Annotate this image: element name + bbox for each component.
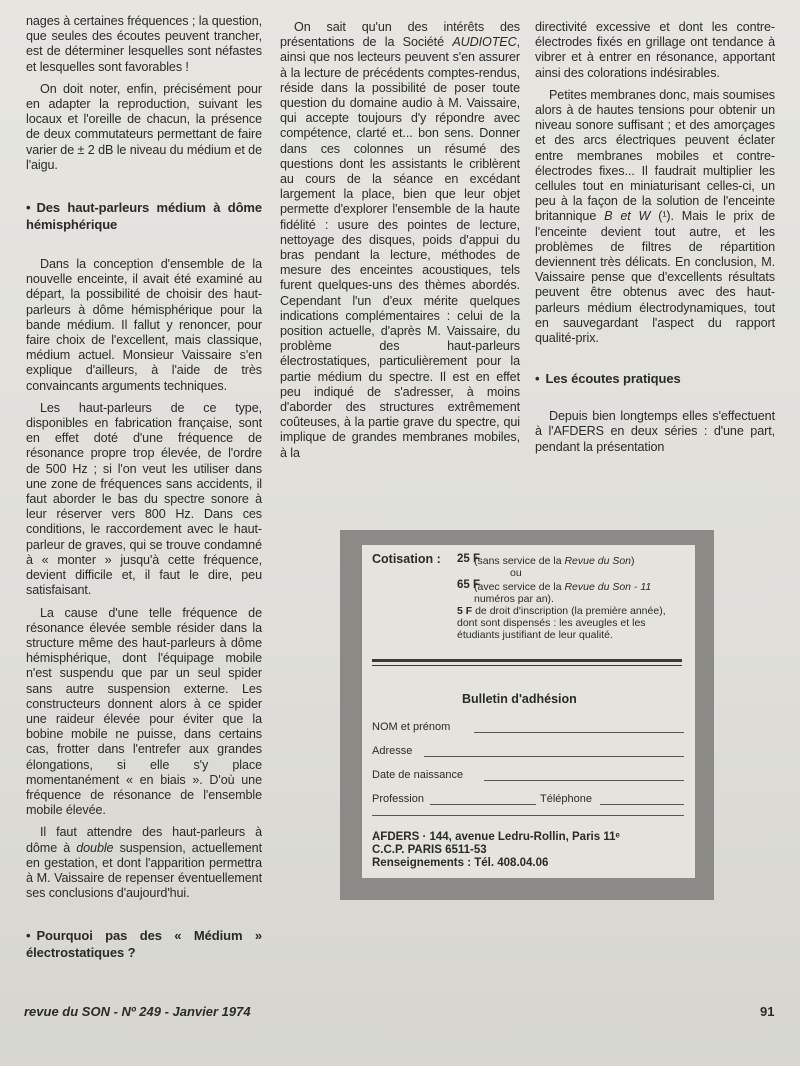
field-label-adresse: Adresse <box>372 745 413 757</box>
paragraph: Petites membranes donc, mais soumises alors à de hautes tensions pour obtenir un niveau sonore suffisant ; et des amorçages et des arcs électriques peuvent éclater entre membranes mobiles et contre-électrodes fixes... Il faudrait multiplier les cellules tout en miniaturisant celles-ci, un peu à la façon de la solution de l'enceinte britannique B et W (¹). Mais le prix de l'enceinte devient tout autre, et les problèmes de filtres de répartition deviennent très délicats. En conclusion, M. Vaissaire pense que d'excellents résultats peuvent être obtenus avec des haut-parleurs médium électrodynamiques, tout en sauvegardant l'aspect du rapport qualité-prix. <box>535 87 776 346</box>
divider <box>372 665 682 666</box>
section-heading: • Pourquoi pas des « Médium » électrostatiques ? <box>26 928 262 961</box>
paragraph: Dans la conception d'ensemble de la nouvelle enceinte, il avait été examiné au départ, la possibilité de choisir des haut-parleurs à dôme hémisphérique pour la bande médium. Il fallut y renoncer, pour faire choix de l'excellent, mais classique, médium actuel. Monsieur Vaissaire s'en explique d'ailleurs, à l'aide de très convaincants arguments techniques. <box>26 257 262 393</box>
column-2 <box>280 20 520 461</box>
amount-3-note: 5 F de droit d'inscription (la première année), dont sont dispensés : les aveugles et les étudiants justifiant de leur qualité. <box>457 605 666 641</box>
paragraph: Les haut-parleurs de ce type, disponibles en fabrication française, sont en effet doté d'une fréquence de résonance propre trop élevée, de l'ordre de 500 Hz ; si l'on veut les utiliser dans une zone de fréquences sans accidents, il faut aborder le bas du spectre sonore à leur réserver vers 800 Hz. Dans ces conditions, le raccordement avec le haut-parleur de graves, qui se trouve condamné à « monter » jusqu'à cette fréquence, devient difficile et, il faut le dire, peu satisfaisant. <box>26 400 262 598</box>
amount-2-note: (avec service de la Revue du Son - 11 numéros par an). <box>474 581 652 605</box>
paragraph: nages à certaines fréquences ; la question, que seules des écoutes peuvent trancher, est de déterminer lesquelles sont néfastes et lesquelles sont favorables ! <box>26 14 262 74</box>
paragraph: La cause d'une telle fréquence de résonance élevée semble résider dans la structure même des haut-parleurs à dôme hémisphérique, dont l'équipage mobile n'est suspendu que par un seul spider sans autre suspension externe. Les constructeurs donnent alors à ce spider une raideur élevée pour éviter que la bobine mobile ne puisse, dans certains cas, frotter dans l'entrefer aux grandes élongations, si elle s'y place momentanément « en biais ». D'où une fréquence de résonance de l'ensemble mobile élevée. <box>26 605 262 818</box>
paragraph: Depuis bien longtemps elles s'effectuent à l'AFDERS en deux séries : d'une part, pendant la présentation <box>535 409 775 454</box>
paragraph: Il faut attendre des haut-parleurs à dôme à double suspension, actuellement en gestation, et dont l'apparition permettra à M. Vaissaire de repenser éventuellement ses conclusions d'aujourd'hui. <box>26 825 262 901</box>
bullet-icon: • <box>535 371 540 387</box>
amount-1: 25 F <box>457 553 481 565</box>
bullet-icon: • <box>26 928 31 944</box>
column-3 <box>535 20 775 455</box>
cotisation-label: Cotisation : <box>372 552 441 566</box>
nom-field[interactable] <box>474 731 684 733</box>
column-1 <box>26 14 262 985</box>
paragraph: On doit noter, enfin, précisément pour en adapter la reproduction, suivant les locaux et l'oreille de chacun, la présence de deux commutateurs permettant de faire varier de ± 2 dB le niveau du médium et de l'aigu. <box>26 81 262 172</box>
divider <box>372 815 684 816</box>
field-label-nom: NOM et prénom <box>372 721 451 733</box>
section-heading: • Les écoutes pratiques <box>535 371 681 387</box>
paragraph: directivité excessive et dont les contre-électrodes fixés en grillage ont tendance à vibrer et à entrer en résonance, apportant ainsi des colorations indésirables. <box>535 20 775 80</box>
divider <box>372 659 682 662</box>
adresse-field[interactable] <box>424 755 684 757</box>
bullet-icon: • <box>26 200 31 216</box>
amount-1-note: (sans service de la Revue du Son) <box>474 555 635 567</box>
profession-field[interactable] <box>430 803 536 805</box>
field-label-naissance: Date de naissance <box>372 769 464 781</box>
membership-form <box>362 545 695 878</box>
field-label-profession: Profession <box>372 793 424 805</box>
or-label: ou <box>510 567 522 579</box>
amount-2: 65 F <box>457 579 481 591</box>
field-label-telephone: Téléphone <box>540 793 592 805</box>
naissance-field[interactable] <box>484 779 684 781</box>
telephone-field[interactable] <box>600 803 684 805</box>
bulletin-title: Bulletin d'adhésion <box>462 692 577 706</box>
footer-journal-info: revue du SON - Nº 249 - Janvier 1974 <box>24 1004 251 1019</box>
afders-address: AFDERS · 144, avenue Ledru-Rollin, Paris 11ᵉ C.C.P. PARIS 6511-53 Renseignements : Tél. 408.04.06 <box>372 831 620 869</box>
page-number: 91 <box>760 1004 775 1019</box>
section-heading: • Des haut-parleurs médium à dôme hémisphérique <box>26 200 262 233</box>
paragraph: On sait qu'un des intérêts des présentations de la Société AUDIOTEC, ainsi que nos lecteurs peuvent s'en assurer à la lecture de précédents comptes-rendus, réside dans la possibilité de poser toute question du domaine audio à M. Vaissaire, qui accepte toujours d'y répondre avec compétence, clarté et... bon sens. Donner dans ces colonnes un résumé des questions dont les assistants le criblèrent au cours de la séance en excédant largement la place, bien que leur objet permette d'explorer l'ensemble de la haute fidélité : usure des pointes de lecture, nettoyage des disques, poids d'appui du bras pendant la lecture, méthodes de mesure des enceintes acoustiques, tels furent quelques-uns des thèmes abordés. Cependant l'un d'eux mérite quelques indications complémentaires : celui de la position actuelle, d'après M. Vaissaire, du problème des haut-parleurs électrostatiques, particulièrement pour la partie médium du spectre. Il est en effet peu indiqué de s'adresser, à moins d'aborder des structures extrêmement coûteuses, à la partie grave du spectre, qui implique de grandes membranes mobiles, à la <box>280 20 520 460</box>
